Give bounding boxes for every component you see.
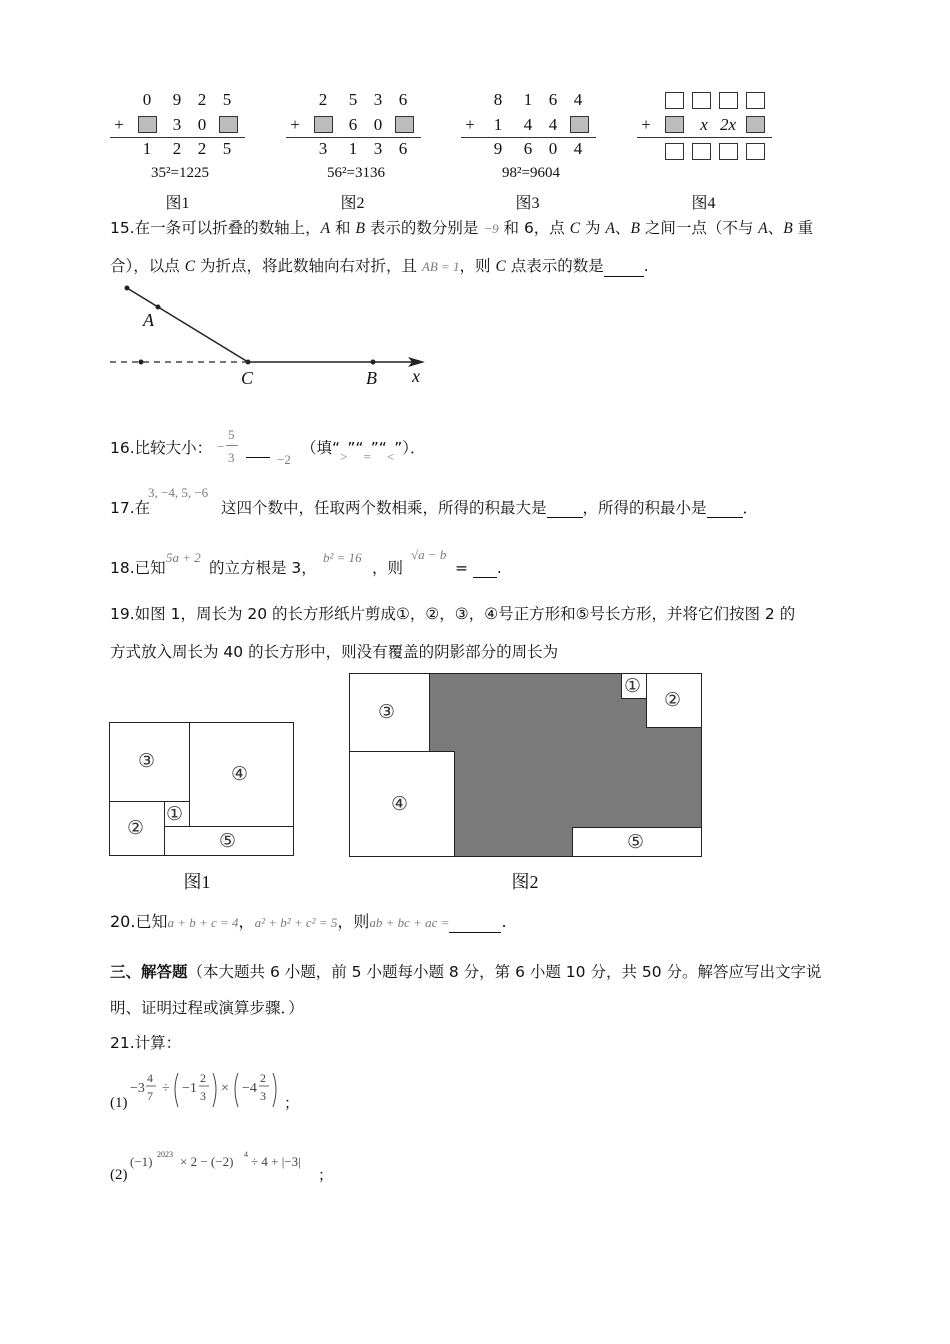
- fig2-equation: 56²=3136: [327, 165, 385, 181]
- fig4-empty-box: [665, 143, 684, 160]
- q21-part1-expression: [130, 1065, 290, 1115]
- svg-text:2: 2: [200, 1071, 206, 1085]
- fig2-r1-d2: 5: [348, 90, 358, 109]
- q16-numerator: 5: [228, 427, 235, 442]
- svg-text:3: 3: [200, 1089, 206, 1103]
- fig3-r2-d3: 4: [548, 115, 558, 134]
- fig4-gray-box: [746, 116, 765, 133]
- fig2-r3-d3: 3: [373, 139, 383, 158]
- q16-answer-blank[interactable]: [246, 457, 270, 458]
- answer-blank[interactable]: [547, 503, 583, 518]
- label-2: ②: [127, 817, 145, 839]
- q21-part2-label: (2): [110, 1167, 128, 1183]
- fig3-r2-d1: 1: [493, 115, 503, 134]
- label-x: x: [412, 366, 420, 386]
- label-4: ④: [391, 793, 409, 815]
- svg-text:4: 4: [244, 1150, 248, 1159]
- fig4-sum-line: [637, 137, 772, 138]
- fig1-r1-d1: 0: [142, 90, 152, 109]
- svg-text:÷: ÷: [162, 1081, 170, 1096]
- label-1: ①: [624, 675, 642, 697]
- q21-part2-end: ；: [318, 1166, 334, 1184]
- fig3-r1-d1: 8: [493, 90, 503, 109]
- fig3-sum-line: [461, 137, 596, 138]
- svg-text:−1: −1: [182, 1081, 197, 1096]
- fig1-r3-d2: 2: [172, 139, 182, 158]
- fig3-r1-d2: 1: [523, 90, 533, 109]
- fig1-gray-box: [138, 116, 157, 133]
- q16-minus: −: [216, 439, 225, 454]
- fig3-r3-d1: 9: [493, 139, 503, 158]
- fig3-equation: 98²=9604: [502, 165, 560, 181]
- fig3-caption: 图3: [515, 195, 540, 212]
- point-c-dot: [246, 360, 251, 365]
- fig4-empty-box: [719, 143, 738, 160]
- fig2-plus: +: [290, 115, 300, 134]
- q19-line2: 方式放入周长为 40 的长方形中，则没有覆盖的阴影部分的周长为: [110, 643, 559, 661]
- q18-prefix: 18.已知: [110, 559, 166, 577]
- q18-expr3: √a − b: [411, 547, 447, 562]
- label-2: ②: [664, 689, 682, 711]
- fig3-r1-d4: 4: [573, 90, 583, 109]
- fig4-empty-box: [692, 92, 711, 109]
- label-a: A: [143, 310, 154, 330]
- svg-text:2: 2: [260, 1071, 266, 1085]
- q15-line2: 合），以点 C 为折点，将此数轴向右对折，且 AB = 1，则 C 点表示的数是 .: [110, 257, 649, 275]
- fig2-caption: 图2: [340, 195, 365, 212]
- svg-text:× 2 − (−2): × 2 − (−2): [180, 1154, 234, 1169]
- answer-blank[interactable]: [473, 563, 497, 578]
- answer-blank[interactable]: [449, 918, 501, 933]
- fig4-2x: 2x: [719, 115, 737, 134]
- q16-fraction-bar: [226, 445, 238, 446]
- q19-line1: 19.如图 1，周长为 20 的长方形纸片剪成①，②，③，④号正方形和⑤号长方形，并将它们按图 2 的: [110, 605, 796, 623]
- q15-line1: 15.在一条可以折叠的数轴上，A 和 B 表示的数分别是 −9 和 6，点 C 为 A、B 之间一点（不与 A、B 重: [110, 219, 814, 237]
- svg-text:−4: −4: [242, 1081, 257, 1096]
- fig3-r3-d3: 0: [548, 139, 558, 158]
- fig1-r1-d2: 9: [172, 90, 182, 109]
- q20-line: 20.已知a + b + c = 4，a² + b² + c² = 5，则ab + bc + ac = .: [110, 912, 507, 931]
- fig1-plus: +: [114, 115, 124, 134]
- fig4-gray-box: [665, 116, 684, 133]
- label-1: ①: [166, 803, 184, 825]
- svg-text:7: 7: [147, 1089, 153, 1103]
- q18-text2: ，则: [372, 559, 404, 577]
- fig1-equation: 35²=1225: [151, 165, 209, 181]
- q16-neg2: −2: [277, 452, 291, 467]
- fig2-r2-d2: 6: [348, 115, 358, 134]
- q21-part1-label: (1): [110, 1095, 128, 1111]
- fig3-r3-d4: 4: [573, 139, 583, 158]
- svg-text:(−1): (−1): [130, 1154, 153, 1169]
- q18-expr2: b² = 16: [323, 550, 362, 565]
- fig4-caption: 图4: [691, 195, 716, 212]
- fig1-r3-d1: 1: [142, 139, 152, 158]
- label-5: ⑤: [219, 830, 237, 852]
- fig3-plus: +: [465, 115, 475, 134]
- point-a-dot: [156, 305, 161, 310]
- point-b-dot: [371, 360, 376, 365]
- fig2-r1-d4: 6: [398, 90, 408, 109]
- label-5: ⑤: [627, 831, 645, 853]
- fig3-r3-d2: 6: [523, 139, 533, 158]
- q18-text1: 的立方根是 3，: [209, 559, 317, 577]
- q18-text3: = .: [455, 559, 502, 577]
- svg-text:2023: 2023: [157, 1150, 173, 1159]
- fig2-r3-d1: 3: [318, 139, 328, 158]
- label-3: ③: [378, 701, 396, 723]
- svg-text:3: 3: [260, 1089, 266, 1103]
- fig1-r1-d4: 5: [222, 90, 232, 109]
- fig2-r1-d3: 3: [373, 90, 383, 109]
- point-dot: [125, 286, 130, 291]
- q21-part1-end: ；: [284, 1094, 300, 1112]
- q18-expr1: 5a + 2: [166, 550, 201, 565]
- label-3: ③: [138, 750, 156, 772]
- fig1-r3-d3: 2: [197, 139, 207, 158]
- fig2-r3-d2: 1: [348, 139, 358, 158]
- section3-line1: 三、解答题（本大题共 6 小题，前 5 小题每小题 8 分，第 6 小题 10 分，共 50 分。解答应写出文字说: [110, 963, 822, 981]
- fig3-r2-d2: 4: [523, 115, 533, 134]
- fig1-r1-d3: 2: [197, 90, 207, 109]
- fig1-r2-d2: 3: [172, 115, 182, 134]
- q19-caption-2: 图2: [511, 872, 539, 892]
- q16-denominator: 3: [228, 450, 235, 465]
- fig2-gray-box: [395, 116, 414, 133]
- q17-prefix: 17.在: [110, 499, 151, 517]
- fig1-gray-box: [219, 116, 238, 133]
- label-b: B: [366, 368, 377, 388]
- answer-blank[interactable]: [604, 262, 644, 277]
- fig4-empty-box: [746, 92, 765, 109]
- fig2-r3-d4: 6: [398, 139, 408, 158]
- q15-number-line-figure: [100, 280, 440, 390]
- label-c: C: [241, 368, 254, 388]
- svg-text:4: 4: [147, 1071, 153, 1085]
- fig2-r2-d3: 0: [373, 115, 383, 134]
- q19-caption-1: 图1: [183, 872, 211, 892]
- fig4-empty-box: [746, 143, 765, 160]
- point-dot: [139, 360, 144, 365]
- fig1-r2-d3: 0: [197, 115, 207, 134]
- label-4: ④: [231, 763, 249, 785]
- section3-line2: 明、证明过程或演算步骤．）: [110, 999, 304, 1017]
- q21-part2-expression: [130, 1148, 330, 1182]
- fig3-gray-box: [570, 116, 589, 133]
- q16-prefix: 16.比较大小：: [110, 439, 213, 457]
- svg-text:×: ×: [221, 1081, 229, 1096]
- fig4-empty-box: [665, 92, 684, 109]
- q21-title: 21.计算：: [110, 1034, 182, 1052]
- q17-numbers: 3, −4, 5, −6: [148, 485, 209, 500]
- fig1-caption: 图1: [165, 195, 190, 212]
- svg-text:÷ 4 + |−3|: ÷ 4 + |−3|: [251, 1154, 301, 1169]
- fig3-r1-d3: 6: [548, 90, 558, 109]
- fig2-sum-line: [286, 137, 421, 138]
- fig1-r3-d4: 5: [222, 139, 232, 158]
- fig4-x: x: [700, 115, 708, 134]
- fig4-empty-box: [692, 143, 711, 160]
- q17-text: 这四个数中，任取两个数相乘，所得的积最大是 ，所得的积最小是 ．: [221, 499, 759, 517]
- fig1-sum-line: [110, 137, 245, 138]
- fig4-plus: +: [641, 115, 651, 134]
- svg-text:−3: −3: [130, 1081, 145, 1096]
- q16-fill-hint: （填“$_>”“_=”“_<$”）．: [301, 439, 426, 464]
- answer-blank[interactable]: [707, 503, 743, 518]
- fig2-gray-box: [314, 116, 333, 133]
- fig2-r1-d1: 2: [318, 90, 328, 109]
- fig4-empty-box: [719, 92, 738, 109]
